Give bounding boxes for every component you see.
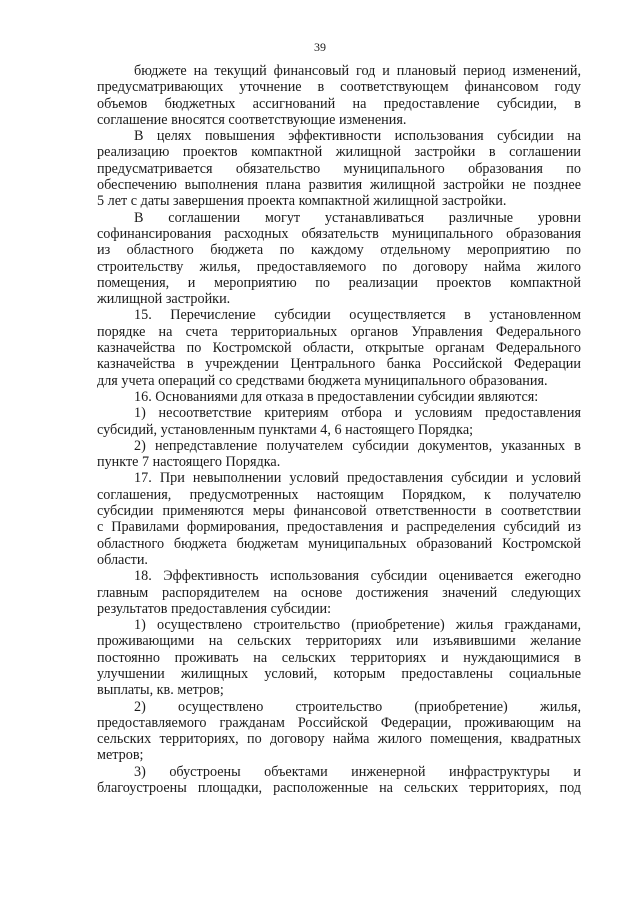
paragraph-line: главным распорядителем на основе достижения значений следующих [97,584,581,601]
paragraph-line: обеспечению выполнения плана развития жилищной застройки не позднее [97,177,581,194]
paragraph-line: казначейства в учреждении Центрального банка Российской Федерации [97,356,581,373]
paragraph-line: жилищной застройки. [97,291,231,308]
paragraph-line: 2) непредставление получателем субсидии документов, указанных в [134,437,581,454]
paragraph-line: 1) несоответствие критериям отбора и условиям предоставления [134,405,581,422]
paragraph-line: выплаты, кв. метров; [97,682,224,699]
paragraph-line: предусматривается обязательство муниципального образования по [97,160,581,177]
paragraph-line: пункте 7 настоящего Порядка. [97,454,281,471]
paragraph [97,307,581,388]
paragraph-line: предусматривающих уточнение в соответствующем финансовом году [97,79,581,96]
paragraph [97,128,581,209]
paragraph-line: предоставляемого гражданам Российской Федерации, проживающим на [97,714,581,731]
paragraph-line: В соглашении могут устанавливаться различные уровни [134,209,581,226]
paragraph [97,470,581,568]
paragraph-line: 18. Эффективность использования субсидии оценивается ежегодно [134,568,581,585]
paragraph-line: порядке на счета территориальных органов Управления Федерального [97,323,581,340]
paragraph-line: 5 лет с даты завершения проекта компактной жилищной застройки. [97,193,507,210]
paragraph-line: бюджете на текущий финансовый год и плановый период изменений, [134,63,581,79]
paragraph [97,438,581,471]
paragraph-line: соглашение вносятся соответствующие изменения. [97,111,407,128]
paragraph-line: благоустроены площадки, расположенные на сельских территориях, под [97,780,581,797]
paragraph-line: проживающими на сельских территориях или изъявившими желание [97,633,581,650]
page-number: 39 [314,40,326,54]
paragraph [97,405,581,438]
paragraph-line: метров; [97,747,144,764]
document-body [97,63,581,796]
paragraph-line: помещения, и мероприятию по реализации проектов компактной [97,274,581,291]
paragraph-line: из областного бюджета по каждому отдельному мероприятию по [97,242,581,259]
paragraph-line: соглашения, предусмотренных настоящим Порядком, к получателю [97,486,581,503]
paragraph [97,568,581,617]
paragraph-line: строительству жилья, предоставляемого по договору найма жилого [97,258,581,275]
paragraph-line: В целях повышения эффективности использования субсидии на [134,128,581,145]
paragraph-line: с Правилами формирования, предоставления и распределения субсидий из [97,519,581,536]
paragraph-line: для учета операций со средствами бюджета муниципального образования. [97,372,548,389]
paragraph-line: 3) обустроены объектами инженерной инфраструктуры и [134,763,581,780]
paragraph-line: улучшении жилищных условий, которым предоставлены социальные [97,665,581,682]
paragraph [97,699,581,764]
paragraph-line: 2) осуществлено строительство (приобретение) жилья, [134,698,581,715]
paragraph-line: области. [97,551,148,568]
paragraph [97,210,581,308]
paragraph-line: результатов предоставления субсидии: [97,600,332,617]
paragraph [97,764,581,797]
paragraph [97,63,581,128]
paragraph-line: субсидии применяются меры финансовой ответственности в соответствии [97,503,581,520]
paragraph-line: 17. При невыполнении условий предоставления субсидии и условий [134,470,581,487]
paragraph-line: 1) осуществлено строительство (приобретение) жилья гражданами, [134,617,581,634]
paragraph-line: субсидий, установленным пунктами 4, 6 настоящего Порядка; [97,421,474,438]
paragraph-line: постоянно проживать на сельских территориях и нуждающимися в [97,649,581,666]
paragraph-line: областного бюджета бюджетам муниципальных образований Костромской [97,535,581,552]
paragraph [97,617,581,698]
paragraph-line: казначейства по Костромской области, открытые органам Федерального [97,340,581,357]
paragraph [97,389,581,405]
paragraph-line: объемов бюджетных ассигнований на предоставление субсидии, в [97,95,581,112]
paragraph-line: софинансирования расходных обязательств муниципального образования [97,225,581,242]
paragraph-line: 16. Основаниями для отказа в предоставлении субсидии являются: [134,388,539,405]
paragraph-line: 15. Перечисление субсидии осуществляется в установленном [134,307,581,324]
paragraph-line: реализацию проектов компактной жилищной застройки в соглашении [97,144,581,161]
paragraph-line: сельских территориях, по договору найма жилого помещения, квадратных [97,731,581,748]
